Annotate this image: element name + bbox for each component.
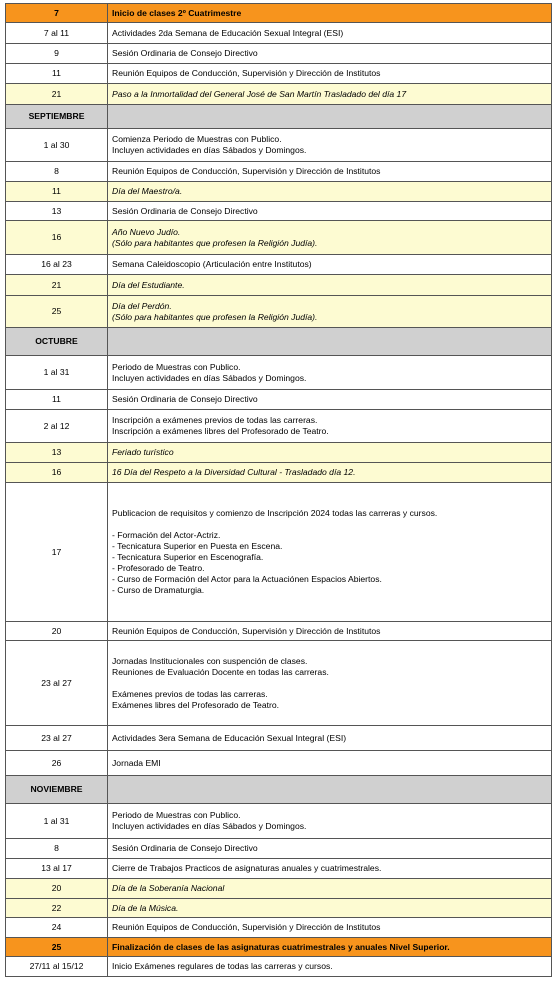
event-text-line: Actividades 3era Semana de Educación Sexual Integral (ESI) (112, 732, 347, 743)
calendar-row (6, 410, 552, 443)
event-text-line: Reuniones de Evaluación Docente en todas las carreras. (112, 666, 329, 677)
event-description (108, 255, 552, 275)
event-date: 7 al 11 (6, 23, 108, 44)
event-text-line: Día de la Soberanía Nacional (112, 883, 225, 893)
event-description (108, 463, 552, 483)
event-text-line: Sesión Ordinaria de Consejo Directivo (112, 394, 258, 404)
event-description (108, 879, 552, 899)
event-description (108, 356, 552, 390)
event-text-line: Inscripción a exámenes previos de todas las carreras. (112, 415, 318, 425)
event-date: 13 (6, 202, 108, 221)
event-description (108, 44, 552, 64)
event-text-line: Comienza Periodo de Muestras con Publico. (112, 134, 282, 144)
month-header-blank (108, 776, 552, 804)
event-description (108, 443, 552, 463)
event-text-line: Reunión Equipos de Conducción, Supervisión y Dirección de Institutos (112, 68, 381, 78)
event-text-line: - Tecnicatura Superior en Escenografía. (112, 552, 264, 562)
calendar-row (6, 221, 552, 255)
event-date: 11 (6, 64, 108, 84)
event-description (108, 202, 552, 221)
event-date: 16 al 23 (6, 255, 108, 275)
event-description (108, 918, 552, 938)
calendar-row (6, 622, 552, 641)
month-name: OCTUBRE (6, 328, 108, 356)
month-header-row (6, 776, 552, 804)
calendar-row (6, 839, 552, 859)
event-text-line: Incluyen actividades en días Sábados y Domingos. (112, 821, 307, 831)
month-header-row (6, 105, 552, 129)
event-description (108, 296, 552, 328)
month-name: NOVIEMBRE (6, 776, 108, 804)
calendar-row (6, 463, 552, 483)
event-date: 26 (6, 751, 108, 776)
calendar-row (6, 957, 552, 977)
event-description (108, 129, 552, 162)
event-text-line: Incluyen actividades en días Sábados y Domingos. (112, 145, 307, 155)
event-date: 23 al 27 (6, 726, 108, 751)
month-name: SEPTIEMBRE (6, 105, 108, 129)
event-date: 13 (6, 443, 108, 463)
event-date: 1 al 31 (6, 804, 108, 839)
event-date: 21 (6, 84, 108, 105)
event-description (108, 410, 552, 443)
calendar-row (6, 162, 552, 182)
blank-line (112, 678, 547, 689)
calendar-row (6, 726, 552, 751)
event-text-line: Paso a la Inmortalidad del General José de San Martín Trasladado del día 17 (112, 88, 407, 99)
event-text-line: Finalización de clases de las asignaturas cuatrimestrales y anuales Nivel Superior. (112, 941, 450, 952)
calendar-row (6, 64, 552, 84)
event-description (108, 751, 552, 776)
calendar-row (6, 84, 552, 105)
event-date: 22 (6, 899, 108, 918)
event-date: 20 (6, 879, 108, 899)
calendar-row (6, 859, 552, 879)
event-text-line: Jornada EMI (112, 757, 161, 768)
calendar-row (6, 296, 552, 328)
calendar-row (6, 804, 552, 839)
event-text-line: Inicio de clases 2º Cuatrimestre (112, 7, 242, 18)
calendar-row (6, 483, 552, 622)
event-text-line: Inicio Exámenes regulares de todas las carreras y cursos. (112, 961, 333, 971)
calendar-row (6, 641, 552, 726)
event-text-line: Feriado turístico (112, 447, 174, 457)
event-description (108, 726, 552, 751)
month-header-row (6, 328, 552, 356)
calendar-row (6, 390, 552, 410)
event-text-line: Sesión Ordinaria de Consejo Directivo (112, 843, 258, 853)
event-date: 8 (6, 839, 108, 859)
event-text-line: Incluyen actividades en días Sábados y Domingos. (112, 372, 307, 383)
calendar-row (6, 443, 552, 463)
calendar-row (6, 202, 552, 221)
event-date: 1 al 31 (6, 356, 108, 390)
event-text-line: Periodo de Muestras con Publico. (112, 361, 241, 372)
event-text-line: Día de la Música. (112, 902, 179, 913)
calendar-row (6, 129, 552, 162)
event-date: 9 (6, 44, 108, 64)
event-text-line: Día del Maestro/a. (112, 186, 183, 196)
event-text-line: 16 Día del Respeto a la Diversidad Cultural - Trasladado día 12. (112, 467, 356, 477)
event-date: 27/11 al 15/12 (6, 957, 108, 977)
event-text-line: Reunión Equipos de Conducción, Supervisión y Dirección de Institutos (112, 625, 381, 636)
event-text-line: (Sólo para habitantes que profesen la Religión Judía). (112, 237, 318, 248)
event-description (108, 483, 552, 622)
calendar-row (6, 44, 552, 64)
event-text-line: - Curso de Dramaturgia. (112, 585, 205, 595)
event-text-line: Reunión Equipos de Conducción, Supervisión y Dirección de Institutos (112, 922, 381, 932)
event-text-line: Publicacion de requisitos y comienzo de Inscripción 2024 todas las carreras y cursos. (112, 508, 438, 518)
event-text-line: - Profesorado de Teatro. (112, 563, 205, 573)
event-text-line: Exámenes libres del Profesorado de Teatro. (112, 699, 280, 710)
event-text-line: Sesión Ordinaria de Consejo Directivo (112, 48, 258, 58)
event-text-line: Día del Perdón. (112, 300, 172, 311)
event-date: 8 (6, 162, 108, 182)
event-date: 25 (6, 938, 108, 957)
event-text-line: Semana Caleidoscopio (Articulación entre Institutos) (112, 259, 312, 269)
event-description (108, 804, 552, 839)
calendar-row (6, 356, 552, 390)
month-header-blank (108, 105, 552, 129)
calendar-row (6, 938, 552, 957)
event-text-line: - Formación del Actor-Actriz. (112, 530, 221, 540)
calendar-row (6, 23, 552, 44)
event-text-line: Cierre de Trabajos Practicos de asignaturas anuales y cuatrimestrales. (112, 863, 382, 873)
event-description (108, 622, 552, 641)
event-date: 2 al 12 (6, 410, 108, 443)
event-date: 25 (6, 296, 108, 328)
event-date: 24 (6, 918, 108, 938)
event-description (108, 182, 552, 202)
event-text-line: - Tecnicatura Superior en Puesta en Escena. (112, 541, 283, 551)
event-date: 16 (6, 221, 108, 255)
blank-line (112, 519, 547, 530)
calendar-table (5, 3, 552, 977)
event-description (108, 899, 552, 918)
event-text-line: - Curso de Formación del Actor para la Actuaciónen Espacios Abiertos. (112, 574, 382, 584)
event-date: 16 (6, 463, 108, 483)
event-text-line: Día del Estudiante. (112, 279, 185, 290)
event-description (108, 275, 552, 296)
event-text-line: Sesión Ordinaria de Consejo Directivo (112, 205, 258, 216)
calendar-row (6, 918, 552, 938)
event-text-line: Periodo de Muestras con Publico. (112, 810, 241, 820)
event-text-line: Año Nuevo Judío. (112, 226, 181, 237)
event-date: 11 (6, 390, 108, 410)
calendar-row (6, 4, 552, 23)
event-description (108, 957, 552, 977)
event-text-line: Inscripción a exámenes libres del Profesorado de Teatro. (112, 426, 329, 436)
event-text-line: Exámenes previos de todas las carreras. (112, 688, 268, 699)
event-date: 13 al 17 (6, 859, 108, 879)
event-date: 21 (6, 275, 108, 296)
calendar-row (6, 751, 552, 776)
event-text-line: Jornadas Institucionales con suspención de clases. (112, 655, 308, 666)
event-date: 11 (6, 182, 108, 202)
calendar-row (6, 275, 552, 296)
calendar-row (6, 879, 552, 899)
event-description (108, 221, 552, 255)
event-description (108, 64, 552, 84)
event-date: 1 al 30 (6, 129, 108, 162)
event-date: 23 al 27 (6, 641, 108, 726)
calendar-row (6, 255, 552, 275)
event-date: 7 (6, 4, 108, 23)
event-date: 20 (6, 622, 108, 641)
event-description (108, 938, 552, 957)
event-date: 17 (6, 483, 108, 622)
calendar-row (6, 899, 552, 918)
event-description (108, 859, 552, 879)
month-header-blank (108, 328, 552, 356)
calendar-row (6, 182, 552, 202)
event-text-line: Actividades 2da Semana de Educación Sexual Integral (ESI) (112, 27, 344, 38)
event-text-line: Reunión Equipos de Conducción, Supervisión y Dirección de Institutos (112, 166, 381, 176)
event-description (108, 390, 552, 410)
event-description (108, 162, 552, 182)
event-description (108, 23, 552, 44)
event-description (108, 4, 552, 23)
event-description (108, 84, 552, 105)
event-description (108, 641, 552, 726)
event-description (108, 839, 552, 859)
event-text-line: (Sólo para habitantes que profesen la Religión Judía). (112, 311, 318, 322)
